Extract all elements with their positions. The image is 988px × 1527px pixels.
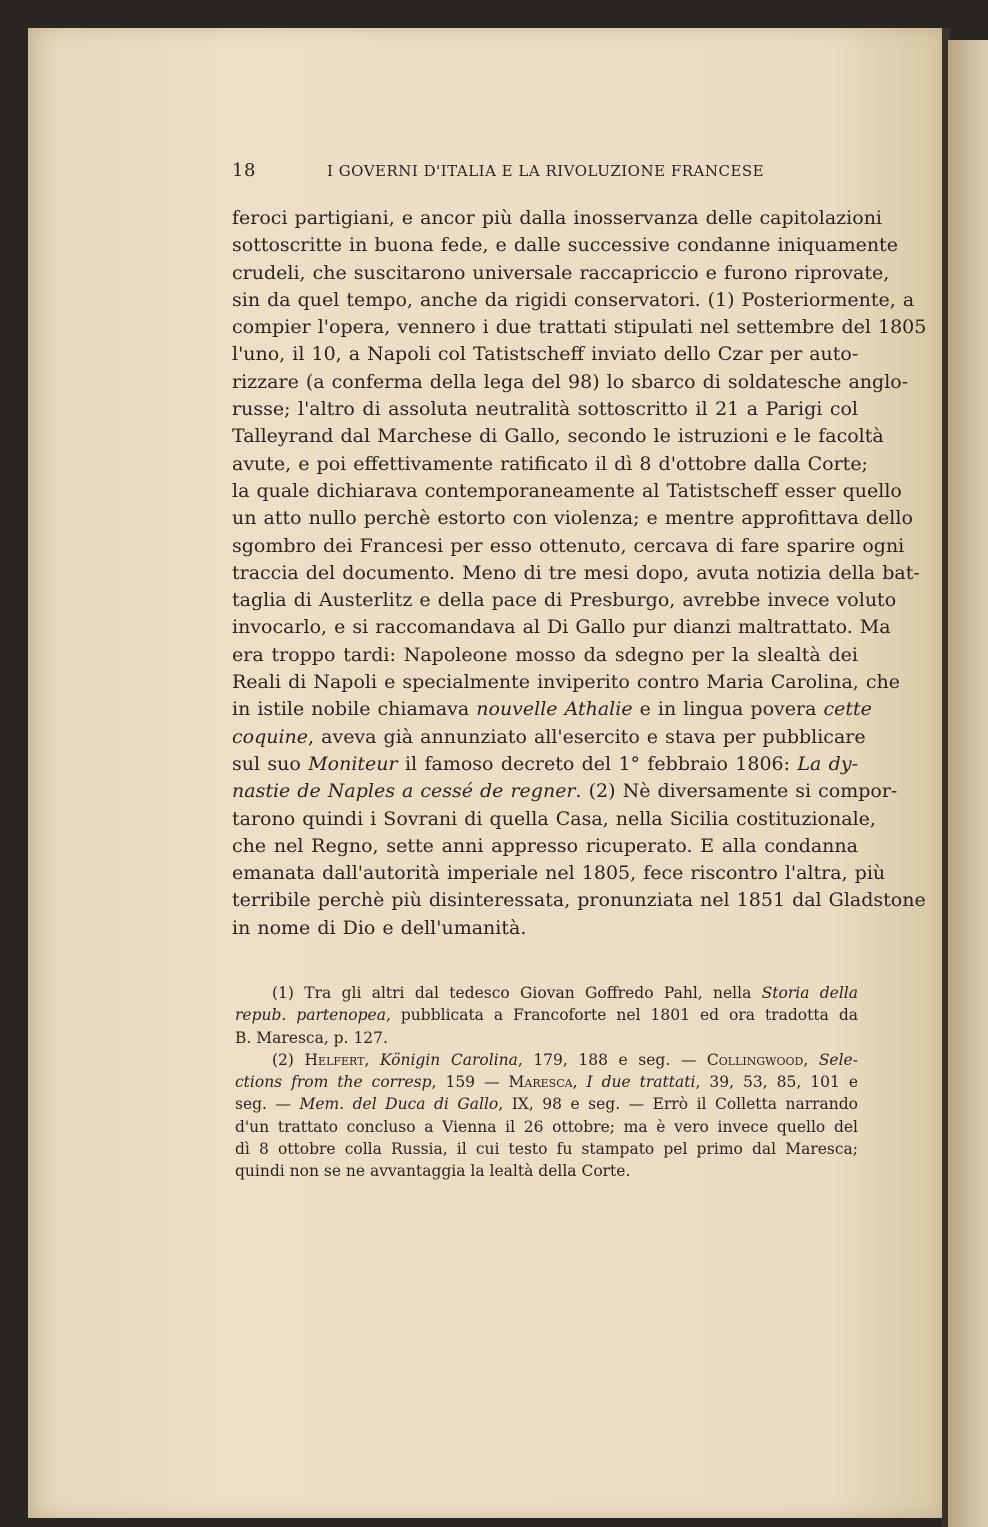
text-segment: taglia di Austerlitz e della pace di Presburgo, avrebbe invece voluto bbox=[232, 589, 897, 612]
text-segment: dì 8 ottobre colla Russia, il cui testo fu stampato pel primo dal Maresca; bbox=[235, 1140, 858, 1159]
text-segment: sottoscritte in buona fede, e dalle successive condanne iniquamente bbox=[232, 234, 898, 257]
text-line bbox=[232, 423, 884, 450]
text-segment: un atto nullo perchè estorto con violenza; e mentre approfittava dello bbox=[232, 507, 913, 530]
footnote-line bbox=[235, 1160, 858, 1182]
text-line bbox=[232, 642, 858, 669]
text-segment: emanata dall'autorità imperiale nel 1805, fece riscontro l'altra, più bbox=[232, 862, 886, 885]
italic-text: nastie de Naples a cessé de regner bbox=[232, 780, 576, 803]
italic-text: ctions from the corresp bbox=[235, 1073, 432, 1092]
footnote-line bbox=[235, 1004, 858, 1026]
text-line bbox=[232, 232, 898, 259]
text-segment: il famoso decreto del 1° febbraio 1806: bbox=[397, 752, 798, 775]
text-segment: (2) bbox=[272, 1050, 305, 1069]
text-segment: russe; l'altro di assoluta neutralità sottoscritto il 21 a Parigi col bbox=[232, 398, 858, 421]
text-line bbox=[232, 287, 915, 314]
facing-page-edge bbox=[948, 40, 988, 1527]
text-line bbox=[232, 533, 905, 560]
text-line bbox=[232, 560, 920, 587]
text-line bbox=[232, 806, 876, 833]
text-line bbox=[232, 341, 858, 368]
text-segment: tarono quindi i Sovrani di quella Casa, nella Sicilia costituzionale, bbox=[232, 807, 876, 830]
text-line bbox=[232, 915, 858, 942]
text-line bbox=[232, 478, 902, 505]
text-segment: , bbox=[572, 1073, 587, 1092]
text-segment: quindi non se ne avvantaggia la lealtà della Corte. bbox=[235, 1162, 631, 1181]
text-line bbox=[232, 314, 927, 341]
text-line bbox=[232, 369, 909, 396]
text-line bbox=[232, 505, 913, 532]
text-segment: . (2) Nè diversamente si compor- bbox=[575, 780, 898, 803]
italic-text: Königin Carolina bbox=[379, 1050, 518, 1069]
text-segment: , bbox=[803, 1050, 819, 1069]
footnotes bbox=[235, 982, 858, 1183]
text-segment: Collingwood bbox=[706, 1050, 804, 1069]
text-segment: , 179, 188 e seg. — bbox=[517, 1050, 707, 1069]
page-number: 18 bbox=[232, 160, 256, 181]
text-segment: sin da quel tempo, anche da rigidi conservatori. (1) Posteriormente, a bbox=[232, 288, 915, 311]
text-segment: in istile nobile chiamava bbox=[232, 698, 477, 721]
text-segment: terribile perchè più disinteressata, pronunziata nel 1851 dal Gladstone bbox=[232, 889, 926, 912]
text-segment: in nome di Dio e dell'umanità. bbox=[232, 916, 527, 939]
footnote-line bbox=[235, 1027, 858, 1049]
text-segment: la quale dichiarava contemporaneamente al Tatistscheff esser quello bbox=[232, 479, 902, 502]
footnote-line bbox=[235, 1049, 858, 1071]
text-line bbox=[232, 833, 858, 860]
text-segment: sgombro dei Francesi per esso ottenuto, cercava di fare sparire ogni bbox=[232, 534, 905, 557]
text-segment: , aveva già annunziato all'esercito e stava per pubblicare bbox=[308, 725, 866, 748]
italic-text: Sele- bbox=[818, 1050, 858, 1069]
text-line bbox=[232, 887, 926, 914]
text-line bbox=[232, 724, 866, 751]
text-line bbox=[232, 451, 868, 478]
italic-text: cette bbox=[823, 698, 872, 721]
text-segment: traccia del documento. Meno di tre mesi dopo, avuta notizia della bat- bbox=[232, 561, 920, 584]
text-segment: sul suo bbox=[232, 752, 309, 775]
text-segment: e in lingua povera bbox=[632, 698, 824, 721]
italic-text: coquine bbox=[232, 725, 309, 748]
text-segment: l'uno, il 10, a Napoli col Tatistscheff inviato dello Czar per auto- bbox=[232, 343, 859, 366]
text-segment: B. Maresca, p. 127. bbox=[235, 1028, 388, 1047]
text-segment: Talleyrand dal Marchese di Gallo, secondo le istruzioni e le facoltà bbox=[232, 425, 884, 448]
italic-text: La dy- bbox=[797, 752, 859, 775]
text-line bbox=[232, 587, 897, 614]
text-segment: Maresca bbox=[508, 1073, 573, 1092]
italic-text: nouvelle Athalie bbox=[476, 698, 633, 721]
text-segment: , bbox=[364, 1050, 380, 1069]
text-line bbox=[232, 778, 898, 805]
text-segment: compier l'opera, vennero i due trattati stipulati nel settembre del 1805 bbox=[232, 316, 927, 339]
text-segment: Reali di Napoli e specialmente inviperito contro Maria Carolina, che bbox=[232, 671, 901, 694]
text-segment: feroci partigiani, e ancor più dalla inosservanza delle capitolazioni bbox=[232, 207, 883, 229]
text-segment: , pubblicata a Francoforte nel 1801 ed ora tradotta da bbox=[385, 1006, 858, 1025]
text-line bbox=[232, 696, 872, 723]
text-segment: , 39, 53, 85, 101 e bbox=[695, 1073, 859, 1092]
footnote-line bbox=[235, 1071, 858, 1093]
text-segment: , 159 — bbox=[431, 1073, 509, 1092]
text-segment: , IX, 98 e seg. — Errò il Colletta narrando bbox=[498, 1095, 858, 1114]
text-line bbox=[232, 751, 858, 778]
footnote-line bbox=[235, 982, 858, 1004]
running-title: I GOVERNI D'ITALIA E LA RIVOLUZIONE FRANCESE bbox=[327, 162, 765, 180]
text-segment: era troppo tardi: Napoleone mosso da sdegno per la slealtà dei bbox=[232, 643, 858, 666]
text-segment: invocarlo, e si raccomandava al Di Gallo pur dianzi maltrattato. Ma bbox=[232, 616, 891, 639]
text-segment: (1) Tra gli altri dal tedesco Giovan Goffredo Pahl, nella bbox=[272, 984, 762, 1002]
italic-text: Moniteur bbox=[308, 752, 398, 775]
text-segment: Helfert bbox=[304, 1050, 365, 1069]
italic-text: Mem. del Duca di Gallo bbox=[299, 1095, 499, 1114]
text-line bbox=[232, 205, 883, 232]
text-segment: avute, e poi effettivamente ratificato il dì 8 d'ottobre dalla Corte; bbox=[232, 452, 868, 475]
text-line bbox=[232, 260, 890, 287]
footnote-line bbox=[235, 1116, 858, 1138]
footnote-line bbox=[235, 1093, 858, 1115]
italic-text: Storia della bbox=[761, 984, 859, 1002]
text-line bbox=[232, 860, 886, 887]
text-segment: rizzare (a conferma della lega del 98) lo sbarco di soldatesche anglo- bbox=[232, 370, 909, 393]
text-segment: crudeli, che suscitarono universale raccapriccio e furono riprovate, bbox=[232, 261, 890, 284]
text-segment: seg. — bbox=[235, 1095, 300, 1114]
text-line bbox=[232, 669, 901, 696]
italic-text: repub. partenopea bbox=[235, 1006, 386, 1025]
text-segment: che nel Regno, sette anni appresso ricuperato. E alla condanna bbox=[232, 834, 858, 857]
text-segment: d'un trattato concluso a Vienna il 26 ottobre; ma è vero invece quello del bbox=[235, 1117, 858, 1136]
italic-text: I due trattati bbox=[586, 1073, 696, 1092]
footnote-line bbox=[235, 1138, 858, 1160]
text-line bbox=[232, 614, 891, 641]
body-text bbox=[232, 205, 927, 942]
text-line bbox=[232, 396, 858, 423]
